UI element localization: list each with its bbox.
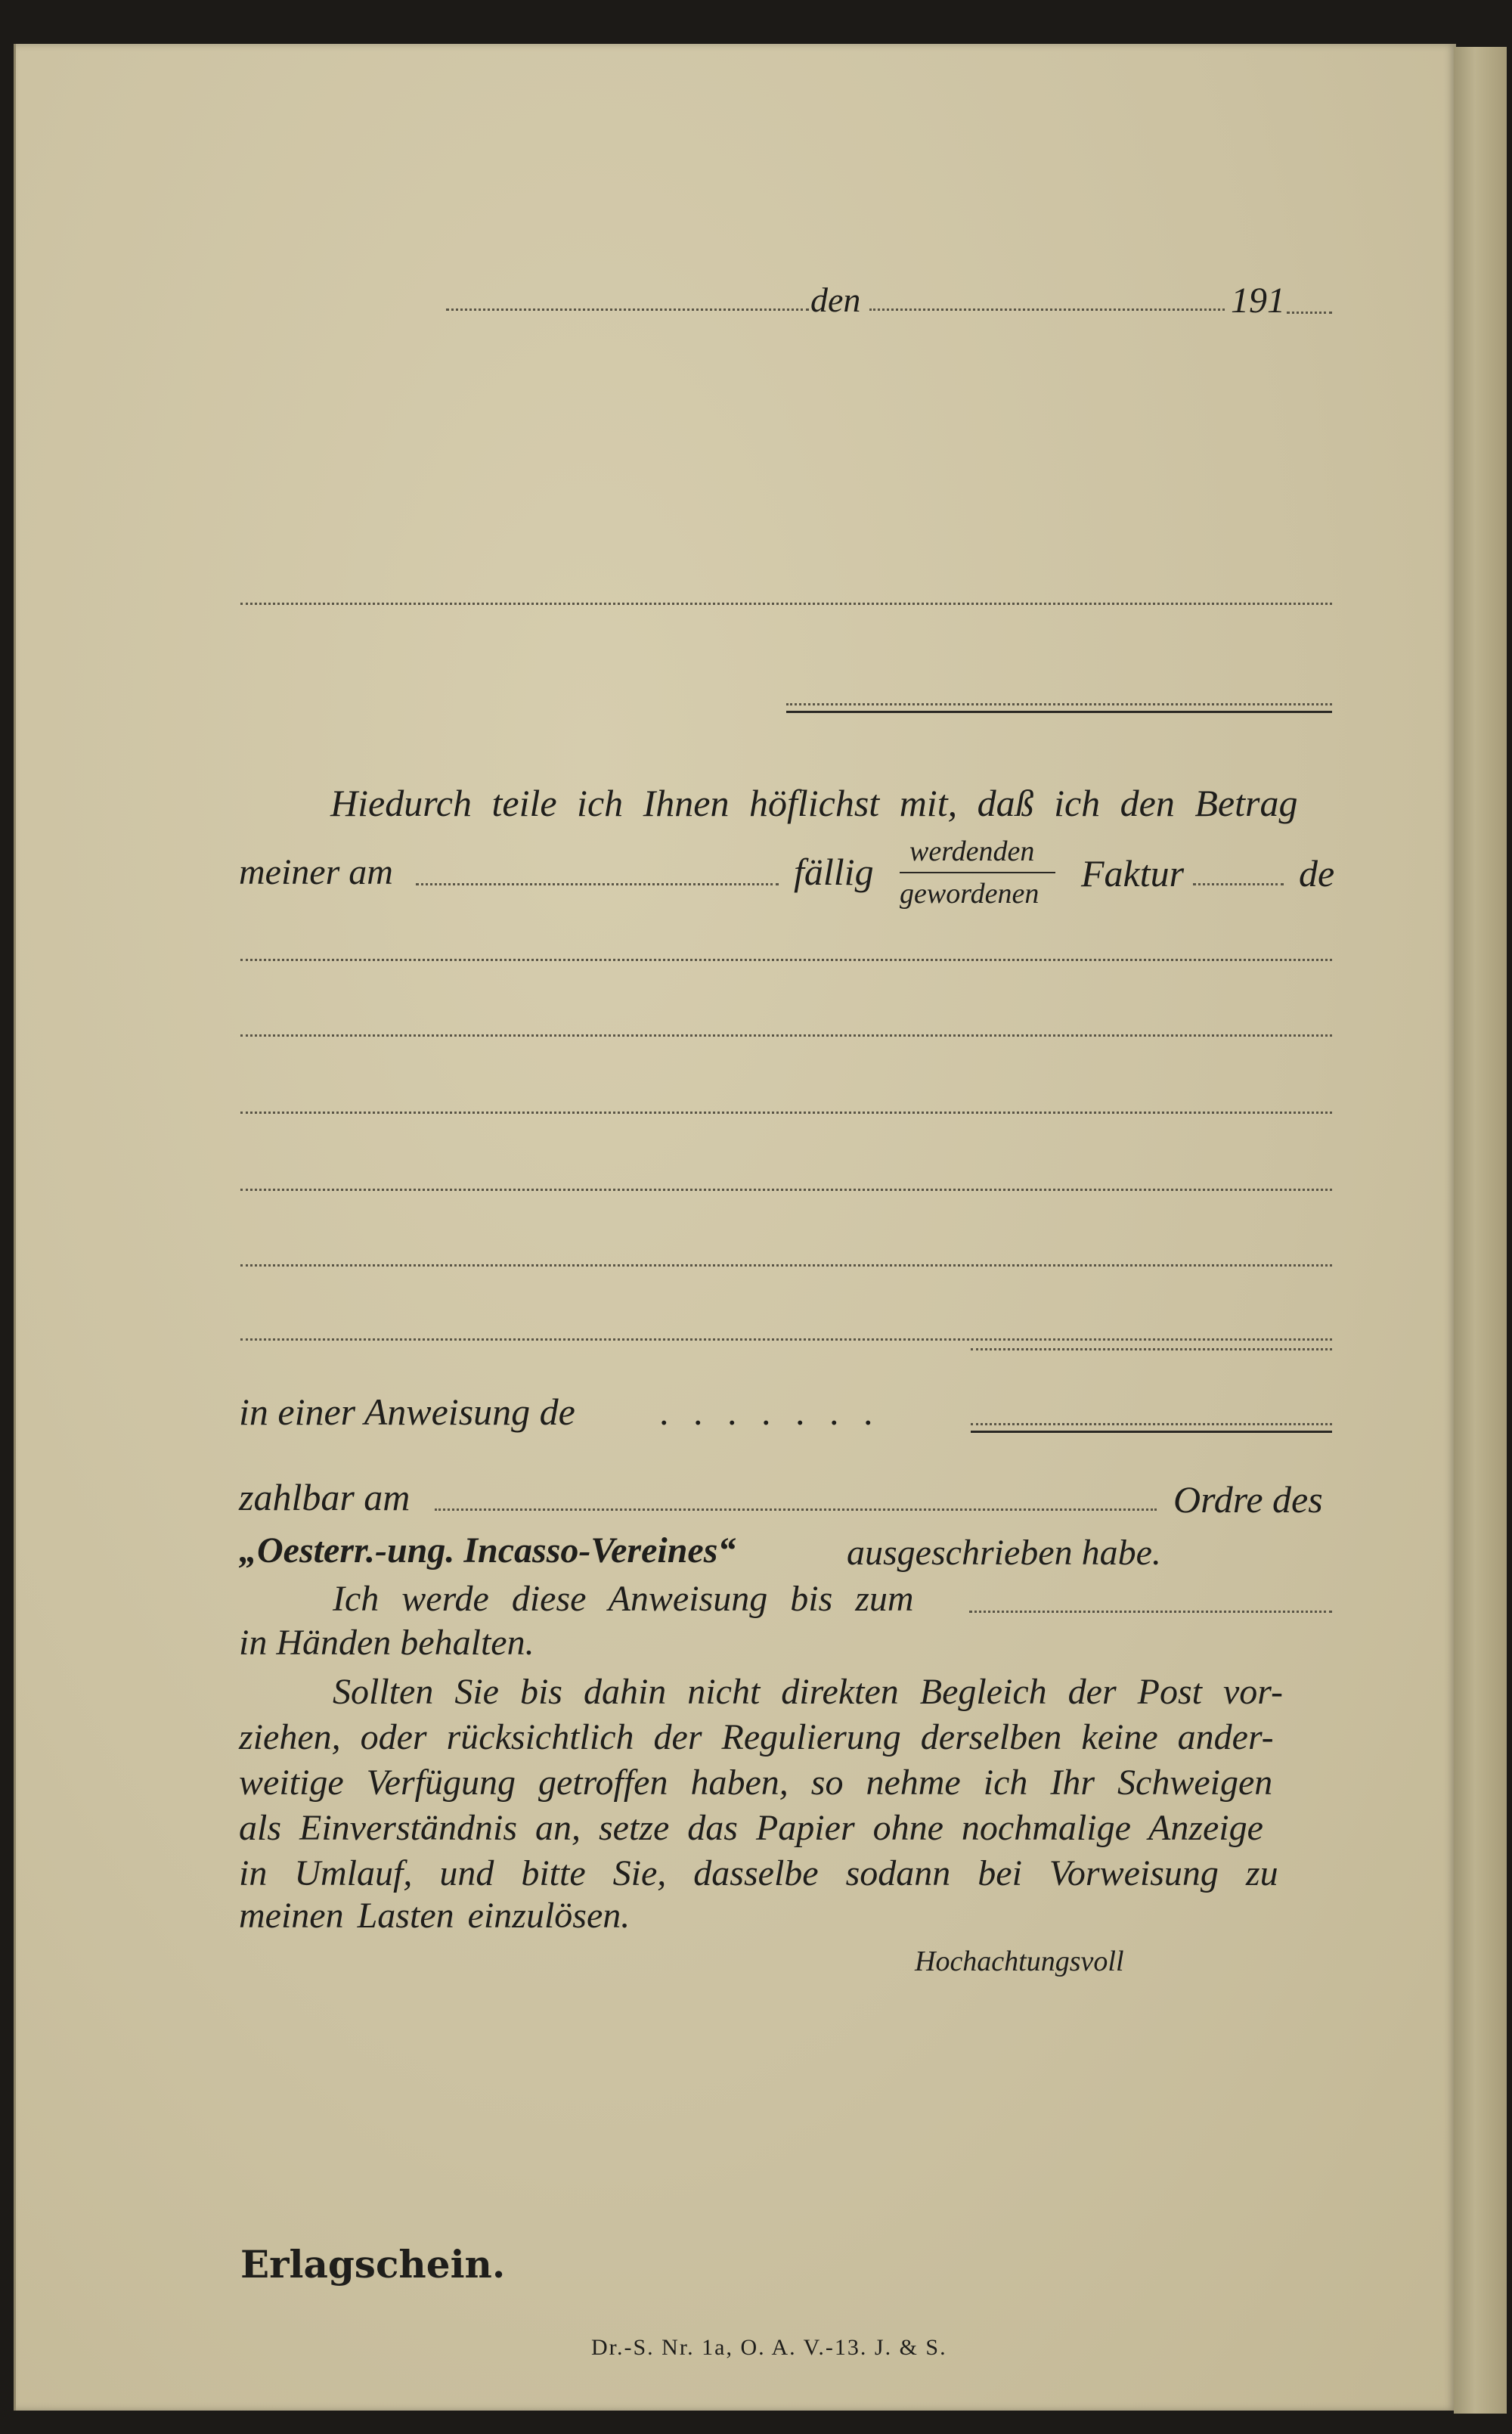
- body-text-4: als Einverständnis an, setze das Papier ohne nochmalige Anzeige: [239, 1808, 1263, 1848]
- body-line-1: [333, 1671, 1335, 1713]
- ordre-label: Ordre des: [1173, 1478, 1323, 1521]
- den-label: den: [810, 281, 861, 319]
- body-line-3: [239, 1762, 1335, 1803]
- blank-line-3: [240, 1112, 1332, 1114]
- faktur-label: Faktur: [1081, 852, 1185, 895]
- verein-rest: ausgeschrieben habe.: [847, 1533, 1161, 1573]
- blank-line-6: [240, 1338, 1332, 1341]
- blank-line-2: [240, 1034, 1332, 1037]
- body-text-3: weitige Verfügung getroffen haben, so nehme ich Ihr Schweigen: [239, 1763, 1273, 1803]
- faktur-dotted-line: [1193, 883, 1284, 885]
- bis-zum-line: Ich werde diese Anweisung bis zum: [333, 1579, 914, 1619]
- body-line-4: [239, 1807, 1335, 1849]
- body-line-6: meinen Lasten einzulösen.: [239, 1896, 631, 1936]
- blank-line-1: [240, 959, 1332, 961]
- amount-dotted-line-top: [971, 1348, 1332, 1350]
- fraction-bar: [900, 872, 1055, 873]
- body-line-2: [239, 1716, 1335, 1758]
- zahlbar-label: zahlbar am: [239, 1476, 411, 1518]
- blank-line-5: [240, 1264, 1332, 1267]
- payable-date-dotted-line: [435, 1508, 1157, 1511]
- intro-text: Hiedurch teile ich Ihnen höflichst mit, daß ich den Betrag: [330, 782, 1298, 824]
- document-sheet: [14, 44, 1456, 2411]
- address-solid-line: [786, 711, 1332, 713]
- body-text-1: Sollten Sie bis dahin nicht direkten Begleich der Post vor-: [333, 1672, 1283, 1712]
- meiner-am-label: meiner am: [239, 852, 393, 892]
- anweisung-label: in einer Anweisung de: [239, 1391, 575, 1433]
- place-dotted-line: [446, 309, 809, 311]
- bis-zum-dotted-line: [969, 1611, 1332, 1613]
- closing: Hochachtungsvoll: [915, 1946, 1124, 1977]
- printer-imprint: Dr.-S. Nr. 1a, O. A. V.-13. J. & S.: [591, 2335, 947, 2360]
- anweisung-dot-leader: . . . . . . .: [659, 1391, 881, 1433]
- fraction-top: werdenden: [909, 836, 1035, 867]
- de-label: de: [1299, 852, 1335, 895]
- due-date-dotted-line: [416, 883, 779, 885]
- amount-solid-line: [971, 1431, 1332, 1433]
- body-line-5: [239, 1853, 1335, 1894]
- amount-dotted-line: [971, 1423, 1332, 1425]
- body-text-5: in Umlauf, und bitte Sie, dasselbe sodann bei Vorweisung zu: [239, 1853, 1278, 1893]
- fraction-bottom: gewordenen: [900, 878, 1040, 910]
- address-dotted-line: [240, 603, 1332, 605]
- haenden-line: in Händen behalten.: [239, 1623, 534, 1663]
- year-prefix: 191: [1231, 281, 1285, 321]
- faellig-label: fällig: [794, 851, 874, 893]
- address-dotted-line-2: [786, 703, 1332, 705]
- year-dotted-line: [1287, 312, 1332, 314]
- intro-line: [330, 781, 1336, 825]
- verein-name: „Oesterr.-ung. Incasso-Vereines“: [239, 1530, 736, 1570]
- page-edge: [1454, 47, 1507, 2414]
- blank-line-4: [240, 1189, 1332, 1191]
- erlagschein-title: Erlagschein.: [240, 2242, 506, 2287]
- date-dotted-line: [869, 309, 1225, 311]
- body-text-2: ziehen, oder rücksichtlich der Regulierung derselben keine ander-: [239, 1717, 1274, 1757]
